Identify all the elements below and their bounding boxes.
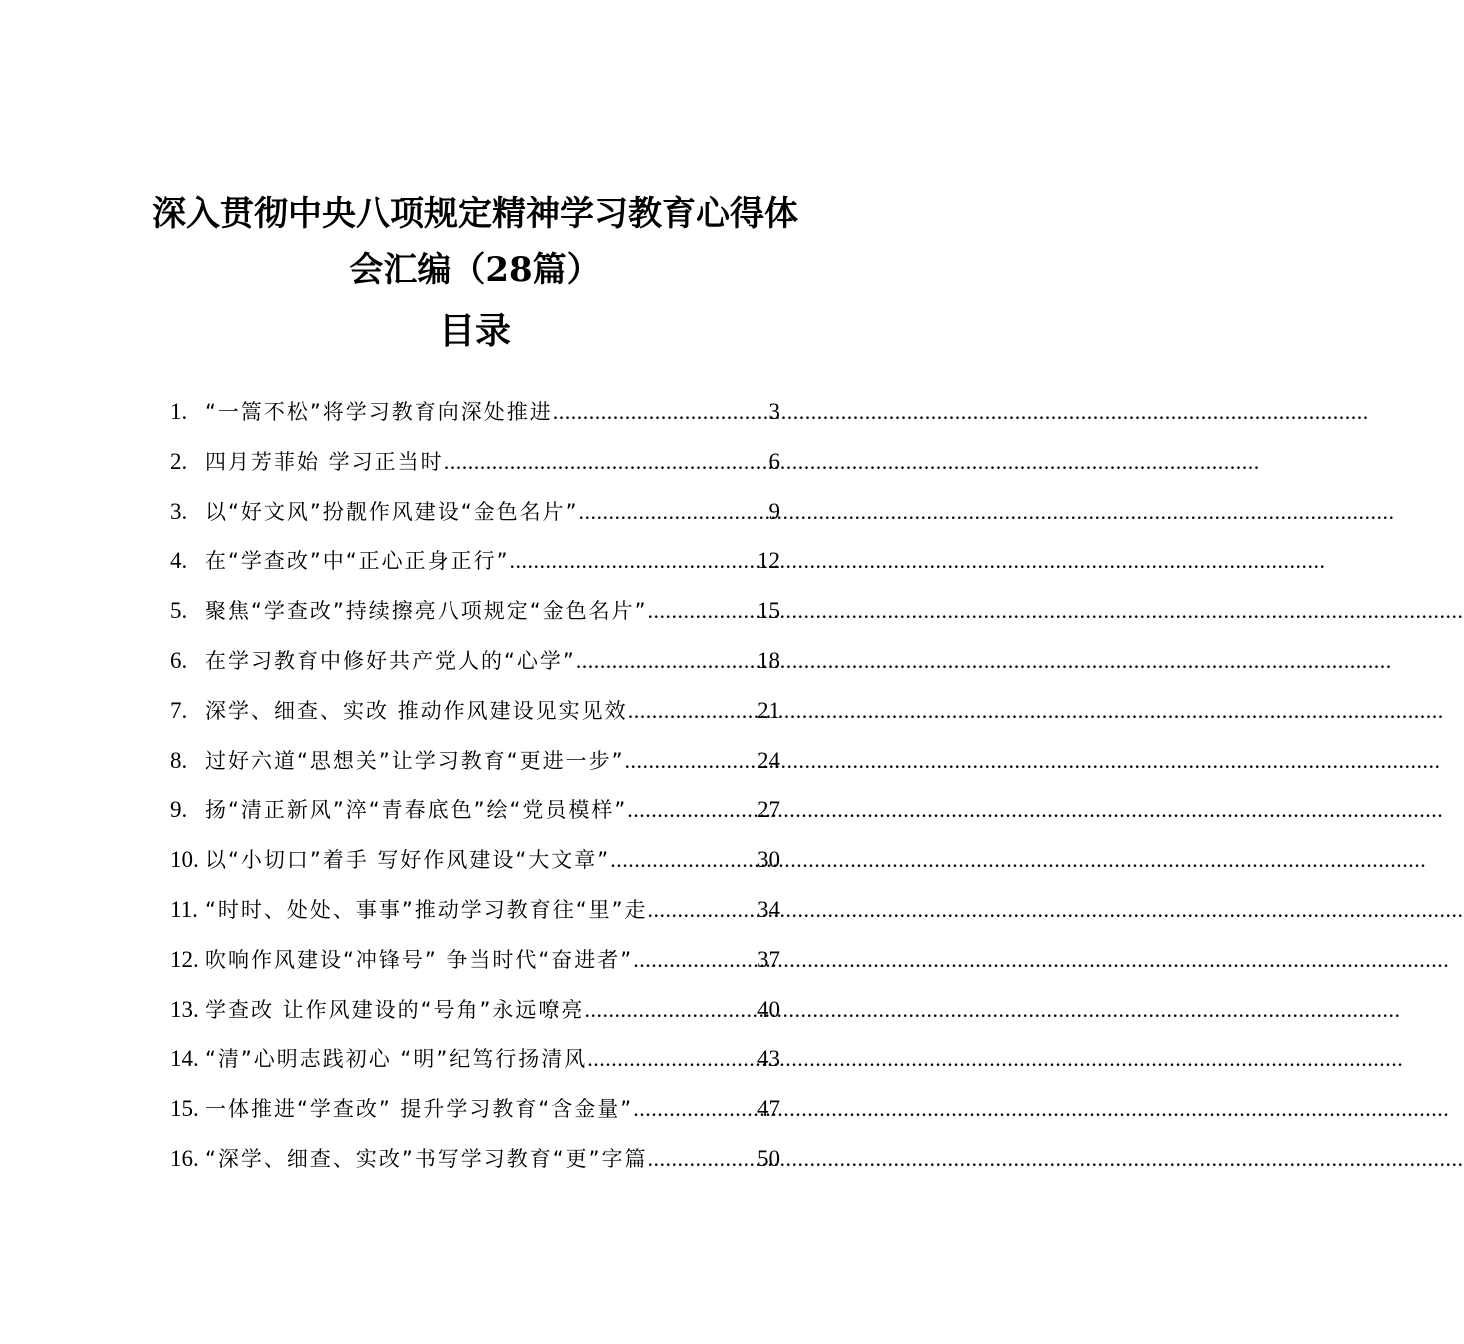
toc-item[interactable] <box>170 437 780 487</box>
toc-item-number: 12. <box>170 946 199 972</box>
toc-item-number: 1. <box>170 399 188 424</box>
toc-item-number: 2. <box>170 448 188 474</box>
toc-item-number: 15. <box>170 1096 199 1122</box>
toc-item[interactable] <box>170 985 780 1035</box>
toc-item-number: 11. <box>170 896 198 922</box>
toc-item-number: 5. <box>170 598 188 624</box>
toc-leader-dots <box>648 885 757 935</box>
toc-item-title: “时时、处处、事事”推动学习教育往“里”走 <box>205 897 648 922</box>
toc-item-title: “清”心明志践初心 “明”纪笃行扬清风 <box>205 1047 588 1072</box>
toc-item-title: 深学、细查、实改 推动作风建设见实见效 <box>205 698 628 723</box>
table-of-contents <box>170 387 780 1184</box>
document-title <box>0 186 950 356</box>
toc-item-page: 50 <box>757 1145 780 1171</box>
toc-item[interactable] <box>170 785 780 835</box>
toc-leader-dots <box>553 387 769 437</box>
toc-item-title: 过好六道“思想关”让学习教育“更进一步” <box>205 748 625 773</box>
toc-leader-dots <box>648 1134 757 1184</box>
toc-heading: 目录 <box>438 310 511 352</box>
toc-leader-dots <box>628 686 757 736</box>
toc-item-page: 47 <box>757 1096 780 1122</box>
toc-item[interactable] <box>170 487 780 537</box>
toc-item-title: “深学、细查、实改”书写学习教育“更”字篇 <box>205 1146 648 1171</box>
toc-item-title: 四月芳菲始 学习正当时 <box>205 449 444 474</box>
toc-leader-dots <box>444 437 769 487</box>
toc-item[interactable] <box>170 586 780 636</box>
toc-item[interactable] <box>170 1134 780 1184</box>
toc-item-page: 21 <box>757 697 780 723</box>
toc-item-title: 在“学查改”中“正心正身正行” <box>205 549 510 574</box>
toc-item[interactable] <box>170 1034 780 1084</box>
toc-item[interactable] <box>170 1084 780 1134</box>
toc-item-page: 34 <box>757 896 780 922</box>
toc-item-number: 14. <box>170 1046 199 1072</box>
toc-item-title: 扬“清正新风”淬“青春底色”绘“党员模样” <box>205 798 628 823</box>
toc-item[interactable] <box>170 885 780 935</box>
toc-leader-dots <box>633 1084 757 1134</box>
toc-leader-dots <box>648 586 757 636</box>
toc-item-number: 7. <box>170 697 188 723</box>
toc-item[interactable] <box>170 636 780 686</box>
title-line-2: 会汇编（28篇） <box>349 250 601 290</box>
toc-item-number: 8. <box>170 747 188 773</box>
toc-leader-dots <box>627 785 757 835</box>
toc-item-page: 9 <box>768 498 780 524</box>
toc-leader-dots <box>510 536 757 586</box>
toc-item[interactable] <box>170 935 780 985</box>
toc-leader-dots <box>579 487 769 537</box>
toc-leader-dots <box>625 736 757 786</box>
toc-item-title: 学查改 让作风建设的“号角”永远嘹亮 <box>205 997 585 1022</box>
toc-leader-dots <box>584 985 757 1035</box>
toc-item-title: “一篙不松”将学习教育向深处推进 <box>205 400 553 424</box>
toc-item-number: 16. <box>170 1145 199 1171</box>
toc-item-page: 43 <box>757 1046 780 1072</box>
toc-item-title: 以“小切口”着手 写好作风建设“大文章” <box>205 848 611 873</box>
title-line-1: 深入贯彻中央八项规定精神学习教育心得体 <box>152 194 798 234</box>
toc-item-page: 30 <box>757 847 780 873</box>
toc-item-page: 37 <box>757 946 780 972</box>
toc-leader-dots <box>610 835 757 885</box>
toc-leader-dots <box>576 636 757 686</box>
toc-item-page: 6 <box>768 448 780 474</box>
toc-item-number: 10. <box>170 847 199 873</box>
toc-item-title: 一体推进“学查改” 提升学习教育“含金量” <box>205 1097 634 1122</box>
toc-item-page: 3 <box>768 399 780 424</box>
toc-item-number: 4. <box>170 548 188 574</box>
toc-item-number: 6. <box>170 647 188 673</box>
toc-item[interactable] <box>170 387 780 437</box>
toc-item-page: 12 <box>757 548 780 574</box>
toc-item[interactable] <box>170 835 780 885</box>
toc-item-title: 聚焦“学查改”持续擦亮八项规定“金色名片” <box>205 599 648 624</box>
toc-item-number: 3. <box>170 498 188 524</box>
toc-item-title: 以“好文风”扮靓作风建设“金色名片” <box>205 499 579 524</box>
toc-item-title: 在学习教育中修好共产党人的“心学” <box>205 648 576 673</box>
toc-item-title: 吹响作风建设“冲锋号” 争当时代“奋进者” <box>205 947 634 972</box>
toc-leader-dots <box>587 1034 757 1084</box>
toc-item-page: 24 <box>757 747 780 773</box>
toc-leader-dots <box>633 935 757 985</box>
toc-item-page: 15 <box>757 598 780 624</box>
toc-item[interactable] <box>170 736 780 786</box>
toc-item[interactable] <box>170 536 780 586</box>
toc-item-page: 27 <box>757 797 780 823</box>
toc-item-page: 18 <box>757 647 780 673</box>
toc-item-number: 9. <box>170 797 188 823</box>
toc-item[interactable] <box>170 686 780 736</box>
toc-item-page: 40 <box>757 996 780 1022</box>
toc-item-number: 13. <box>170 996 199 1022</box>
